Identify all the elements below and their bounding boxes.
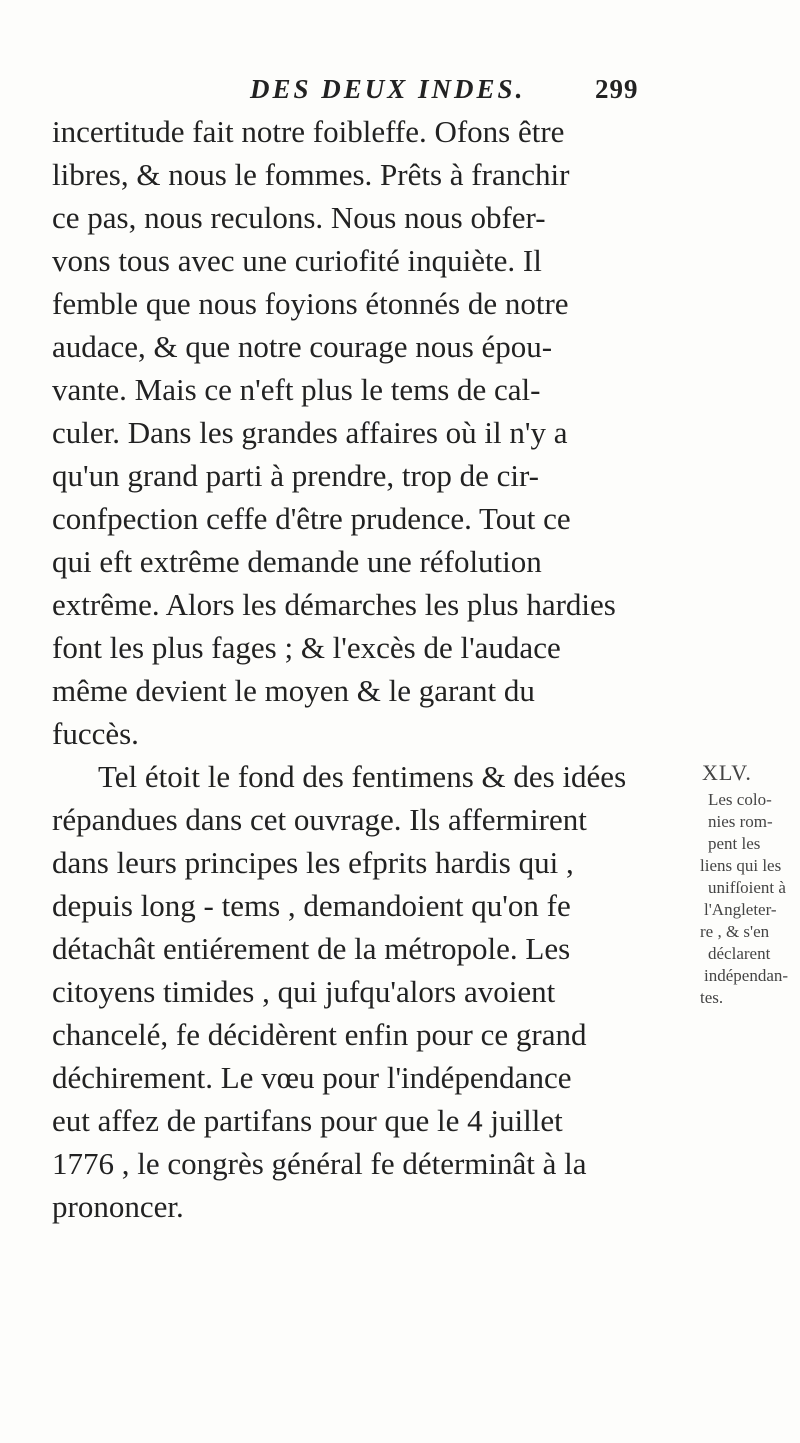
text-line: culer. Dans les grandes affaires où il n'y a bbox=[52, 415, 568, 450]
text-line: font les plus fages ; & l'excès de l'audace bbox=[52, 630, 561, 665]
text-line: audace, & que notre courage nous épou- bbox=[52, 329, 553, 364]
margin-note-line: déclarent bbox=[708, 944, 771, 963]
margin-note-line: nies rom- bbox=[708, 812, 773, 831]
text-line: Tel étoit le fond des fentimens & des idées bbox=[98, 759, 627, 794]
text-line: vons tous avec une curiofité inquiète. Il bbox=[52, 243, 542, 278]
text-line: depuis long - tems , demandoient qu'on fe bbox=[52, 888, 571, 923]
text-line: déchirement. Le vœu pour l'indépendance bbox=[52, 1060, 572, 1095]
margin-note-line: tes. bbox=[700, 988, 724, 1007]
text-line: prononcer. bbox=[52, 1189, 184, 1224]
margin-note-line: indépendan- bbox=[704, 966, 789, 985]
running-head bbox=[250, 74, 690, 110]
margin-note-line: Les colo- bbox=[708, 790, 772, 809]
margin-note-line: pent les bbox=[708, 834, 761, 853]
text-line: confpection ceffe d'être prudence. Tout ce bbox=[52, 501, 571, 536]
text-line: même devient le moyen & le garant du bbox=[52, 673, 535, 708]
text-line: vante. Mais ce n'eft plus le tems de cal- bbox=[52, 372, 541, 407]
text-line: eut affez de partifans pour que le 4 juillet bbox=[52, 1103, 563, 1138]
margin-note-line: unifſoient à bbox=[708, 878, 786, 897]
text-line: répandues dans cet ouvrage. Ils affermirent bbox=[52, 802, 587, 837]
text-line: qu'un grand parti à prendre, trop de cir- bbox=[52, 458, 539, 493]
text-line: qui eft extrême demande une réfolution bbox=[52, 544, 542, 579]
text-line: détachât entiérement de la métropole. Les bbox=[52, 931, 571, 966]
running-head-title: DES DEUX INDES. bbox=[250, 74, 526, 104]
text-line: dans leurs principes les efprits hardis qui , bbox=[52, 845, 574, 880]
margin-note-line: liens qui les bbox=[700, 856, 782, 875]
text-line: 1776 , le congrès général fe déterminât à la bbox=[52, 1146, 587, 1181]
text-line: ce pas, nous reculons. Nous nous obfer- bbox=[52, 200, 546, 235]
text-line: libres, & nous le fommes. Prêts à franchir bbox=[52, 157, 570, 192]
margin-note-line: re , & s'en bbox=[700, 922, 770, 941]
margin-note-heading: XLV. bbox=[702, 760, 752, 785]
margin-note-line: l'Angleter- bbox=[704, 900, 777, 919]
text-line: chancelé, fe décidèrent enfin pour ce grand bbox=[52, 1017, 587, 1052]
text-line: femble que nous foyions étonnés de notre bbox=[52, 286, 569, 321]
text-line: fuccès. bbox=[52, 716, 139, 751]
page-number: 299 bbox=[595, 74, 639, 104]
text-line: extrême. Alors les démarches les plus hardies bbox=[52, 587, 616, 622]
text-line: citoyens timides , qui jufqu'alors avoient bbox=[52, 974, 556, 1009]
text-line: incertitude fait notre foibleffe. Ofons être bbox=[52, 114, 565, 149]
